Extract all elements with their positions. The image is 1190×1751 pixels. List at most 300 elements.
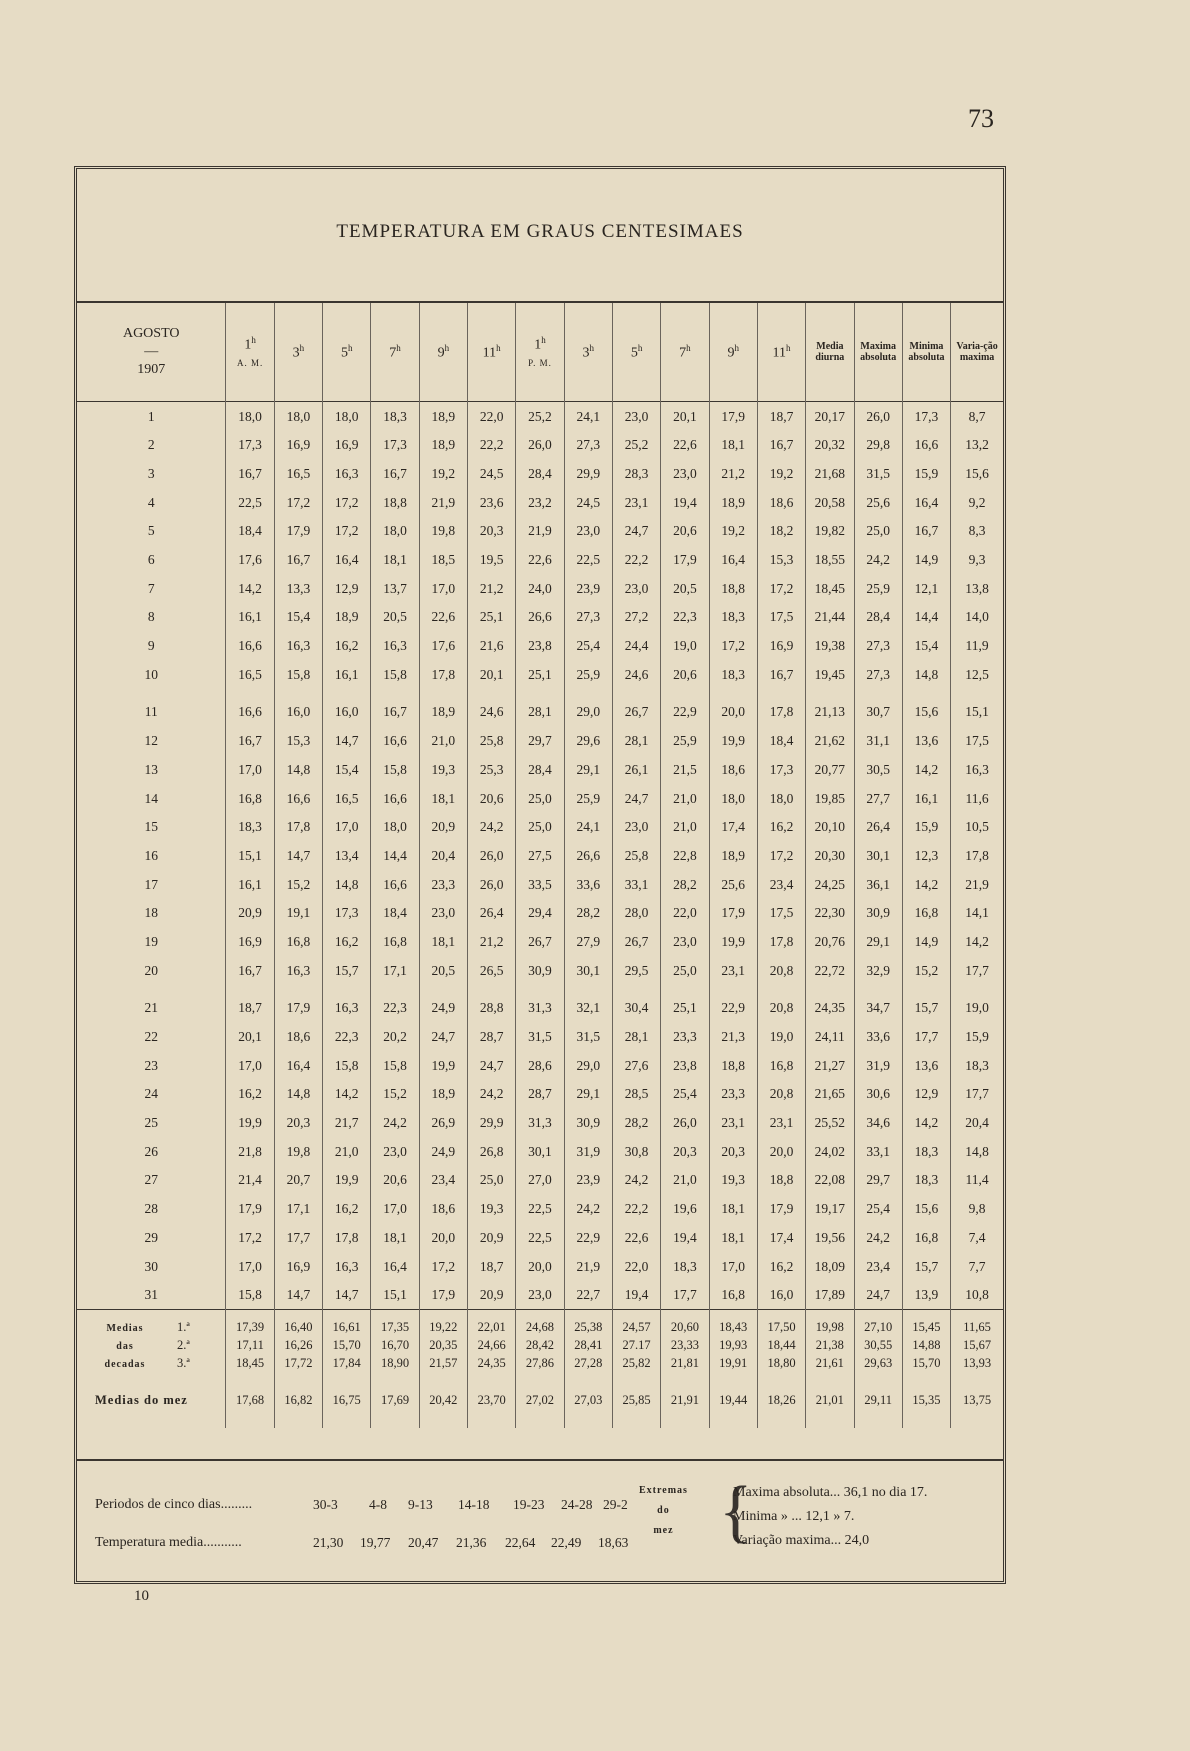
value-cell: 21,0 <box>661 1166 709 1195</box>
hour-suffix: h <box>734 342 739 353</box>
value-cell: 18,7 <box>468 1252 516 1281</box>
value-cell: 7,7 <box>951 1252 1003 1281</box>
value-cell: 26,0 <box>468 870 516 899</box>
value-cell: 26,0 <box>468 841 516 870</box>
value-cell: 27,7 <box>854 784 902 813</box>
value-cell: 20,9 <box>468 1223 516 1252</box>
decade-value: 28,42 <box>516 1336 564 1354</box>
gap-cell <box>564 985 612 994</box>
value-cell: 16,3 <box>323 994 371 1023</box>
hour-header <box>709 302 757 402</box>
gap-cell <box>371 689 419 698</box>
decade-value: 24,57 <box>612 1310 660 1337</box>
value-cell: 24,1 <box>564 402 612 431</box>
value-cell: 16,4 <box>323 545 371 574</box>
value-cell: 17,0 <box>323 813 371 842</box>
value-cell: 24,5 <box>564 488 612 517</box>
hour-header <box>757 302 805 402</box>
value-cell: 22,08 <box>806 1166 854 1195</box>
value-cell: 17,9 <box>274 517 322 546</box>
decade-value: 25,38 <box>564 1310 612 1337</box>
hour-suffix: h <box>541 335 546 346</box>
value-cell: 14,2 <box>902 870 950 899</box>
value-cell: 15,2 <box>274 870 322 899</box>
value-cell: 21,7 <box>323 1109 371 1138</box>
value-cell: 17,4 <box>709 813 757 842</box>
value-cell: 28,4 <box>854 603 902 632</box>
day-cell: 25 <box>144 1115 158 1131</box>
decade-value: 16,26 <box>274 1336 322 1354</box>
month-mean-value: 13,75 <box>951 1372 1003 1428</box>
value-cell: 30,1 <box>854 841 902 870</box>
hour-label: 3 <box>582 345 590 361</box>
value-cell: 17,9 <box>226 1195 274 1224</box>
value-cell: 17,2 <box>323 517 371 546</box>
decade-value: 29,63 <box>854 1354 902 1372</box>
value-cell: 17,7 <box>274 1223 322 1252</box>
value-cell: 25,2 <box>612 431 660 460</box>
value-cell: 17,2 <box>709 632 757 661</box>
value-cell: 23,0 <box>516 1281 564 1310</box>
table-row <box>77 1281 1003 1310</box>
value-cell: 20,9 <box>419 813 467 842</box>
gap-cell <box>709 689 757 698</box>
value-cell: 21,0 <box>323 1137 371 1166</box>
decade-row <box>77 1354 1003 1372</box>
value-cell: 14,2 <box>951 927 1003 956</box>
value-cell: 21,5 <box>661 755 709 784</box>
month-header <box>77 302 226 402</box>
value-cell: 22,0 <box>661 899 709 928</box>
value-cell: 23,0 <box>419 899 467 928</box>
value-cell: 16,3 <box>323 459 371 488</box>
value-cell: 20,4 <box>951 1109 1003 1138</box>
value-cell: 16,6 <box>371 784 419 813</box>
value-cell: 25,0 <box>468 1166 516 1195</box>
extremas-word: mez <box>653 1525 674 1536</box>
value-cell: 18,3 <box>709 660 757 689</box>
table-row <box>77 813 1003 842</box>
value-cell: 20,6 <box>468 784 516 813</box>
value-cell: 12,5 <box>951 660 1003 689</box>
extremas-label <box>639 1481 688 1541</box>
value-cell: 29,6 <box>564 727 612 756</box>
value-cell: 22,3 <box>661 603 709 632</box>
value-cell: 14,7 <box>274 1281 322 1310</box>
hour-label: 7 <box>389 345 397 361</box>
value-cell: 7,4 <box>951 1223 1003 1252</box>
value-cell: 11,9 <box>951 632 1003 661</box>
value-cell: 18,0 <box>274 402 322 431</box>
table-title: TEMPERATURA EM GRAUS CENTESIMAES <box>336 221 744 242</box>
value-cell: 16,2 <box>323 1195 371 1224</box>
value-cell: 19,4 <box>612 1281 660 1310</box>
value-cell: 29,1 <box>564 755 612 784</box>
month-means-row <box>77 1372 1003 1428</box>
value-cell: 15,8 <box>371 660 419 689</box>
value-cell: 19,45 <box>806 660 854 689</box>
value-cell: 15,6 <box>902 698 950 727</box>
minima-header <box>902 302 950 402</box>
table-row <box>77 1022 1003 1051</box>
value-cell: 17,6 <box>226 545 274 574</box>
value-cell: 18,4 <box>757 727 805 756</box>
gap-cell <box>274 985 322 994</box>
decade-value: 18,45 <box>226 1354 274 1372</box>
value-cell: 28,0 <box>612 899 660 928</box>
value-cell: 16,8 <box>902 899 950 928</box>
value-cell: 9,2 <box>951 488 1003 517</box>
value-cell: 19,9 <box>709 727 757 756</box>
value-cell: 31,1 <box>854 727 902 756</box>
value-cell: 25,1 <box>468 603 516 632</box>
value-cell: 22,6 <box>661 431 709 460</box>
value-cell: 15,9 <box>902 459 950 488</box>
value-cell: 24,7 <box>612 517 660 546</box>
value-cell: 17,9 <box>419 1281 467 1310</box>
value-cell: 21,9 <box>951 870 1003 899</box>
table-row <box>77 698 1003 727</box>
value-cell: 21,9 <box>516 517 564 546</box>
value-cell: 16,5 <box>323 784 371 813</box>
hour-label: 5 <box>340 345 348 361</box>
month-mean-value: 17,69 <box>371 1372 419 1428</box>
value-cell: 19,2 <box>757 459 805 488</box>
gap-cell <box>661 985 709 994</box>
decade-value: 13,93 <box>951 1354 1003 1372</box>
decade-value: 20,35 <box>419 1336 467 1354</box>
value-cell: 15,7 <box>323 956 371 985</box>
day-cell: 29 <box>144 1229 158 1245</box>
variacao-header <box>951 302 1003 402</box>
day-cell: 14 <box>144 790 158 806</box>
period-value: 4-8 <box>369 1497 387 1512</box>
value-cell: 19,3 <box>419 755 467 784</box>
value-cell: 33,6 <box>564 870 612 899</box>
table-row <box>77 1051 1003 1080</box>
value-cell: 20,3 <box>661 1137 709 1166</box>
value-cell: 24,9 <box>419 994 467 1023</box>
value-cell: 23,1 <box>709 1109 757 1138</box>
value-cell: 19,4 <box>661 1223 709 1252</box>
decade-label: Medias <box>106 1322 144 1334</box>
value-cell: 15,1 <box>951 698 1003 727</box>
period-value: 30-3 <box>313 1497 338 1512</box>
value-cell: 30,4 <box>612 994 660 1023</box>
value-cell: 24,6 <box>468 698 516 727</box>
table-body <box>77 402 1003 1429</box>
month-mean-value: 21,91 <box>661 1372 709 1428</box>
decade-value: 15,70 <box>902 1354 950 1372</box>
gap-cell <box>323 689 371 698</box>
value-cell: 18,3 <box>371 402 419 431</box>
gap-cell <box>709 985 757 994</box>
gap-cell <box>419 689 467 698</box>
table-row <box>77 994 1003 1023</box>
value-cell: 31,5 <box>854 459 902 488</box>
month-means-label: Medias do mez <box>95 1393 188 1408</box>
value-cell: 22,2 <box>468 431 516 460</box>
day-cell: 18 <box>144 905 158 921</box>
value-cell: 20,0 <box>516 1252 564 1281</box>
value-cell: 13,4 <box>323 841 371 870</box>
day-cell: 1 <box>147 408 155 424</box>
value-cell: 13,8 <box>951 574 1003 603</box>
decade-value: 24,68 <box>516 1310 564 1337</box>
table-row <box>77 517 1003 546</box>
value-cell: 20,77 <box>806 755 854 784</box>
extremas-word: do <box>657 1505 670 1516</box>
value-cell: 18,1 <box>709 431 757 460</box>
value-cell: 20,0 <box>757 1137 805 1166</box>
value-cell: 33,5 <box>516 870 564 899</box>
value-cell: 18,09 <box>806 1252 854 1281</box>
value-cell: 20,3 <box>468 517 516 546</box>
day-cell: 12 <box>144 733 158 749</box>
value-cell: 16,3 <box>323 1252 371 1281</box>
value-cell: 16,7 <box>226 459 274 488</box>
footer-mark: 10 <box>134 1588 149 1604</box>
day-cell: 27 <box>144 1172 158 1188</box>
value-cell: 17,6 <box>419 632 467 661</box>
value-cell: 21,62 <box>806 727 854 756</box>
value-cell: 16,6 <box>226 698 274 727</box>
value-cell: 18,8 <box>709 574 757 603</box>
value-cell: 17,89 <box>806 1281 854 1310</box>
hour-header <box>564 302 612 402</box>
hour-header <box>419 302 467 402</box>
value-cell: 23,6 <box>468 488 516 517</box>
table-row <box>77 632 1003 661</box>
value-cell: 25,4 <box>564 632 612 661</box>
value-cell: 30,8 <box>612 1137 660 1166</box>
value-cell: 21,4 <box>226 1166 274 1195</box>
decade-value: 16,61 <box>323 1310 371 1337</box>
hour-header <box>612 302 660 402</box>
value-cell: 15,4 <box>902 632 950 661</box>
value-cell: 33,1 <box>612 870 660 899</box>
decade-value: 20,60 <box>661 1310 709 1337</box>
table-row <box>77 545 1003 574</box>
value-cell: 19,9 <box>323 1166 371 1195</box>
value-cell: 13,6 <box>902 1051 950 1080</box>
value-cell: 22,0 <box>612 1252 660 1281</box>
gap-cell <box>77 985 226 994</box>
value-cell: 17,8 <box>323 1223 371 1252</box>
hour-label: 5 <box>630 345 638 361</box>
decade-row <box>77 1336 1003 1354</box>
value-cell: 18,8 <box>371 488 419 517</box>
value-cell: 22,5 <box>516 1195 564 1224</box>
hour-header <box>323 302 371 402</box>
value-cell: 17,3 <box>226 431 274 460</box>
value-cell: 22,6 <box>516 545 564 574</box>
value-cell: 18,4 <box>371 899 419 928</box>
value-cell: 16,7 <box>226 727 274 756</box>
value-cell: 21,2 <box>468 927 516 956</box>
value-cell: 17,0 <box>371 1195 419 1224</box>
value-cell: 23,0 <box>612 402 660 431</box>
gap-cell <box>323 985 371 994</box>
extrema-variacao: Variação maxima... 24,0 <box>733 1533 870 1548</box>
value-cell: 19,9 <box>709 927 757 956</box>
maxima-header <box>854 302 902 402</box>
hour-suffix: h <box>444 342 450 353</box>
value-cell: 17,9 <box>757 1195 805 1224</box>
value-cell: 16,1 <box>226 870 274 899</box>
value-cell: 16,6 <box>371 727 419 756</box>
value-cell: 25,6 <box>854 488 902 517</box>
value-cell: 22,6 <box>612 1223 660 1252</box>
decade-label-cell <box>77 1354 226 1372</box>
day-cell: 10 <box>144 666 158 682</box>
value-cell: 25,9 <box>661 727 709 756</box>
month-mean-value: 21,01 <box>806 1372 854 1428</box>
row-gap <box>77 985 1003 994</box>
value-cell: 17,8 <box>274 813 322 842</box>
table-row <box>77 1166 1003 1195</box>
value-cell: 24,35 <box>806 994 854 1023</box>
value-cell: 20,3 <box>274 1109 322 1138</box>
value-cell: 8,7 <box>951 402 1003 431</box>
value-cell: 25,0 <box>516 813 564 842</box>
period-value: 24-28 <box>561 1497 593 1512</box>
value-cell: 24,7 <box>468 1051 516 1080</box>
value-cell: 15,6 <box>951 459 1003 488</box>
value-cell: 26,4 <box>468 899 516 928</box>
decade-value: 30,55 <box>854 1336 902 1354</box>
decade-value: 21,81 <box>661 1354 709 1372</box>
value-cell: 17,3 <box>902 402 950 431</box>
value-cell: 19,1 <box>274 899 322 928</box>
value-cell: 25,1 <box>661 994 709 1023</box>
value-cell: 23,1 <box>612 488 660 517</box>
hour-label: 9 <box>437 345 445 361</box>
gap-cell <box>468 689 516 698</box>
value-cell: 23,0 <box>612 574 660 603</box>
value-cell: 17,5 <box>951 727 1003 756</box>
value-cell: 27,0 <box>516 1166 564 1195</box>
value-cell: 17,5 <box>757 899 805 928</box>
table-row <box>77 402 1003 431</box>
value-cell: 25,9 <box>854 574 902 603</box>
value-cell: 23,8 <box>516 632 564 661</box>
gap-cell <box>419 985 467 994</box>
value-cell: 15,9 <box>951 1022 1003 1051</box>
value-cell: 24,6 <box>612 660 660 689</box>
value-cell: 18,1 <box>371 1223 419 1252</box>
gap-cell <box>516 689 564 698</box>
month-mean-value: 27,03 <box>564 1372 612 1428</box>
value-cell: 28,3 <box>612 459 660 488</box>
value-cell: 11,6 <box>951 784 1003 813</box>
day-cell: 9 <box>147 638 155 654</box>
value-cell: 31,9 <box>564 1137 612 1166</box>
periods-label: Periodos de cinco dias......... <box>95 1497 253 1512</box>
decade-value: 22,01 <box>468 1310 516 1337</box>
value-cell: 16,9 <box>323 431 371 460</box>
table-row <box>77 784 1003 813</box>
table-row <box>77 1252 1003 1281</box>
value-cell: 23,9 <box>564 1166 612 1195</box>
value-cell: 18,9 <box>419 1080 467 1109</box>
value-cell: 18,1 <box>709 1223 757 1252</box>
value-cell: 16,8 <box>226 784 274 813</box>
value-cell: 10,8 <box>951 1281 1003 1310</box>
value-cell: 26,1 <box>612 755 660 784</box>
value-cell: 19,4 <box>661 488 709 517</box>
value-cell: 25,0 <box>661 956 709 985</box>
value-cell: 26,4 <box>854 813 902 842</box>
value-cell: 29,8 <box>854 431 902 460</box>
value-cell: 20,0 <box>419 1223 467 1252</box>
day-cell: 16 <box>144 847 158 863</box>
value-cell: 30,1 <box>564 956 612 985</box>
decade-value: 18,80 <box>757 1354 805 1372</box>
value-cell: 16,6 <box>371 870 419 899</box>
month-label: AGOSTO <box>122 325 180 341</box>
table-row <box>77 841 1003 870</box>
value-cell: 17,0 <box>419 574 467 603</box>
value-cell: 12,3 <box>902 841 950 870</box>
value-cell: 26,0 <box>661 1109 709 1138</box>
value-cell: 20,6 <box>661 517 709 546</box>
temp-media-value: 21,30 <box>313 1535 344 1550</box>
value-cell: 27,3 <box>564 603 612 632</box>
value-cell: 24,2 <box>854 545 902 574</box>
value-cell: 23,4 <box>854 1252 902 1281</box>
brace-icon: { <box>719 1473 753 1550</box>
value-cell: 18,6 <box>274 1022 322 1051</box>
value-cell: 18,5 <box>419 545 467 574</box>
temperature-table <box>77 301 1003 1428</box>
value-cell: 20,2 <box>371 1022 419 1051</box>
table-row <box>77 927 1003 956</box>
value-cell: 31,5 <box>516 1022 564 1051</box>
hour-suffix: h <box>786 342 791 353</box>
value-cell: 16,0 <box>757 1281 805 1310</box>
value-cell: 21,65 <box>806 1080 854 1109</box>
value-cell: 19,17 <box>806 1195 854 1224</box>
value-cell: 25,1 <box>516 660 564 689</box>
value-cell: 16,4 <box>709 545 757 574</box>
value-cell: 19,3 <box>468 1195 516 1224</box>
value-cell: 16,1 <box>323 660 371 689</box>
value-cell: 18,9 <box>419 431 467 460</box>
value-cell: 17,2 <box>226 1223 274 1252</box>
day-cell: 26 <box>144 1143 158 1159</box>
value-cell: 24,1 <box>564 813 612 842</box>
value-cell: 26,7 <box>612 698 660 727</box>
value-cell: 16,0 <box>274 698 322 727</box>
month-mean-value: 18,26 <box>757 1372 805 1428</box>
gap-cell <box>226 985 274 994</box>
value-cell: 17,0 <box>226 1051 274 1080</box>
decade-value: 19,91 <box>709 1354 757 1372</box>
value-cell: 25,9 <box>564 784 612 813</box>
value-cell: 16,7 <box>274 545 322 574</box>
value-cell: 18,3 <box>661 1252 709 1281</box>
maxima-label: Maxima absoluta <box>860 340 897 363</box>
temp-media-value: 22,49 <box>551 1535 582 1550</box>
hour-suffix: h <box>496 342 501 353</box>
value-cell: 14,8 <box>902 660 950 689</box>
hour-label: 9 <box>727 345 735 361</box>
value-cell: 17,9 <box>709 899 757 928</box>
value-cell: 22,0 <box>468 402 516 431</box>
value-cell: 25,52 <box>806 1109 854 1138</box>
value-cell: 29,1 <box>854 927 902 956</box>
